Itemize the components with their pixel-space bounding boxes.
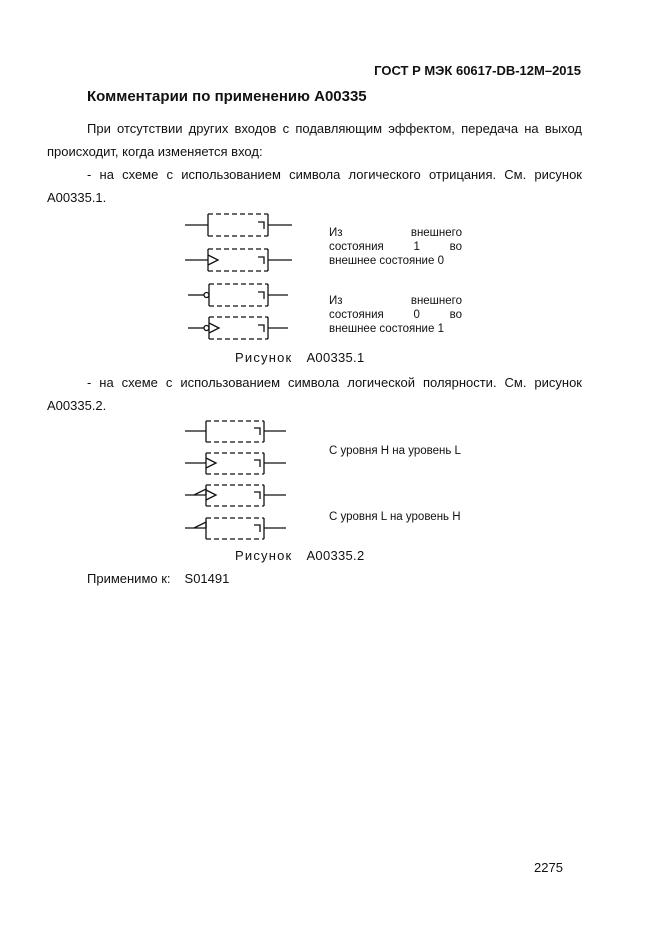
symbol-negated-dynamic-input: [188, 317, 288, 339]
item-polarity: - на схеме с использованием символа логической полярности. См. рисунок A00335.2.: [47, 375, 582, 413]
section-title: Комментарии по применению A00335: [87, 88, 367, 105]
page-number: 2275: [534, 860, 563, 875]
figure1-desc-0-to-1: Из внешнего состояния 0 во внешнее состояние 1: [329, 295, 462, 335]
figure1-desc-1-to-0: Из внешнего состояния 1 во внешнее состояние 0: [329, 227, 462, 267]
figure1-caption: Рисунок A00335.1: [235, 350, 365, 365]
item-negation: - на схеме с использованием символа логического отрицания. См. рисунок A00335.1.: [47, 167, 582, 205]
figure2-caption: Рисунок A00335.2: [235, 548, 365, 563]
figure2-desc-h-to-l: С уровня H на уровень L: [329, 445, 461, 457]
polarity-symbol-dynamic: [185, 453, 286, 474]
figure-a00335-2-diagram: [180, 415, 300, 545]
polarity-symbol-plain: [185, 421, 286, 442]
polarity-symbol-indicator: [185, 518, 286, 539]
polarity-symbol-indicator-dynamic: [185, 485, 286, 506]
figure-a00335-1-diagram: [180, 205, 300, 340]
applies-to: Применимо к: S01491: [87, 571, 230, 586]
figure2-desc-l-to-h: С уровня L на уровень H: [329, 511, 461, 523]
symbol-dynamic-input: [185, 249, 292, 271]
intro-paragraph: При отсутствии других входов с подавляющим эффектом, передача на выход происходит, когда изменяется вход:: [47, 121, 582, 159]
document-header: ГОСТ Р МЭК 60617-DB-12M–2015: [374, 63, 581, 78]
symbol-plain-1: [185, 214, 292, 236]
symbol-negated-input: [188, 284, 288, 306]
